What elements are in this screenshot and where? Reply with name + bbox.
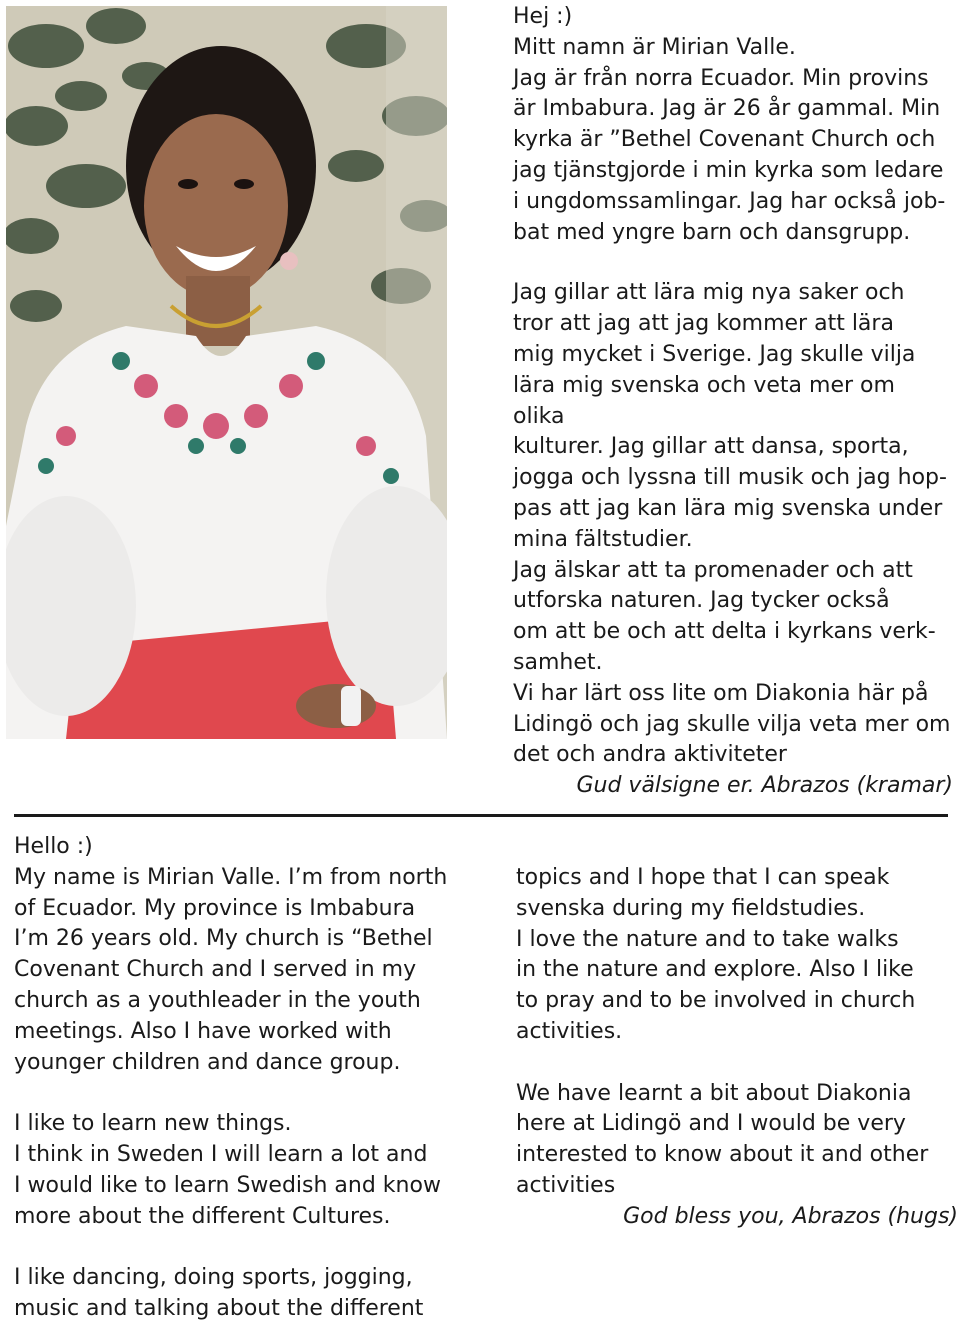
swedish-line: kyrka är ”Bethel Covenant Church och — [513, 127, 936, 153]
english-line: music and talking about the different — [14, 1295, 424, 1321]
english-greeting: Hello :) — [14, 834, 93, 859]
english-line: of Ecuador. My province is Imbabura — [14, 895, 416, 921]
english-line: to pray and to be involved in church — [516, 988, 916, 1014]
english-line: I like dancing, doing sports, jogging, — [14, 1265, 413, 1291]
swedish-signoff: Gud välsigne er. Abrazos (kramar) — [576, 773, 953, 799]
section-divider — [14, 814, 948, 817]
english-line: My name is Mirian Valle. I’m from north — [14, 864, 448, 890]
swedish-line: utforska naturen. Jag tycker också — [513, 588, 890, 614]
portrait-illustration — [6, 6, 447, 739]
swedish-greeting: Hej :) — [513, 4, 573, 29]
swedish-line: Mitt namn är Mirian Valle. — [513, 34, 796, 60]
swedish-line: det och andra aktiviteter — [513, 742, 787, 768]
english-line: I would like to learn Swedish and know — [14, 1172, 441, 1198]
english-line: svenska during my fieldstudies. — [516, 895, 866, 921]
swedish-line: Jag älskar att ta promenader och att — [513, 557, 913, 583]
english-line: younger children and dance group. — [14, 1049, 401, 1075]
swedish-line: pas att jag kan lära mig svenska under — [513, 495, 943, 521]
english-line: We have learnt a bit about Diakonia — [516, 1080, 912, 1106]
english-text-column-right — [516, 863, 958, 1233]
english-line: I think in Sweden I will learn a lot and — [14, 1141, 428, 1167]
swedish-line: jogga och lyssna till musik och jag hop- — [513, 465, 947, 491]
swedish-line: tror att jag att jag kommer att lära — [513, 311, 894, 337]
english-text-column-left — [14, 832, 464, 1325]
swedish-line: kulturer. Jag gillar att dansa, sporta, — [513, 434, 909, 460]
english-line: more about the different Cultures. — [14, 1203, 391, 1229]
english-line: in the nature and explore. Also I like — [516, 957, 914, 983]
english-line: interested to know about it and other — [516, 1142, 929, 1168]
english-signoff: God bless you, Abrazos (hugs) — [623, 1203, 958, 1229]
swedish-line: Lidingö och jag skulle vilja veta mer om — [513, 711, 951, 737]
swedish-line: Vi har lärt oss lite om Diakonia här på — [513, 680, 929, 706]
english-line: I love the nature and to take walks — [516, 926, 899, 952]
swedish-text-column — [513, 2, 953, 802]
english-line: activities. — [516, 1018, 623, 1044]
english-line: activities — [516, 1172, 616, 1198]
english-line: Covenant Church and I served in my — [14, 957, 417, 983]
english-line: church as a youthleader in the youth — [14, 987, 421, 1013]
swedish-line: är Imbabura. Jag är 26 år gammal. Min — [513, 96, 941, 122]
swedish-line: lära mig svenska och veta mer om olika — [513, 372, 895, 429]
english-line: here at Lidingö and I would be very — [516, 1111, 906, 1137]
english-line: meetings. Also I have worked with — [14, 1018, 392, 1044]
swedish-line: jag tjänstgjorde i min kyrka som ledare — [513, 157, 944, 183]
portrait-photo — [6, 6, 447, 739]
swedish-line: samhet. — [513, 649, 603, 675]
swedish-line: om att be och att delta i kyrkans verk- — [513, 619, 936, 645]
english-line: topics and I hope that I can speak — [516, 865, 890, 890]
swedish-line: mina fältstudier. — [513, 526, 693, 552]
swedish-line: i ungdomssamlingar. Jag har också job- — [513, 188, 946, 214]
english-line: I like to learn new things. — [14, 1111, 292, 1137]
swedish-line: Jag är från norra Ecuador. Min provins — [513, 65, 929, 91]
swedish-line: Jag gillar att lära mig nya saker och — [513, 280, 905, 306]
swedish-line: mig mycket i Sverige. Jag skulle vilja — [513, 341, 916, 367]
english-line: I’m 26 years old. My church is “Bethel — [14, 926, 433, 952]
swedish-line: bat med yngre barn och dansgrupp. — [513, 219, 911, 245]
